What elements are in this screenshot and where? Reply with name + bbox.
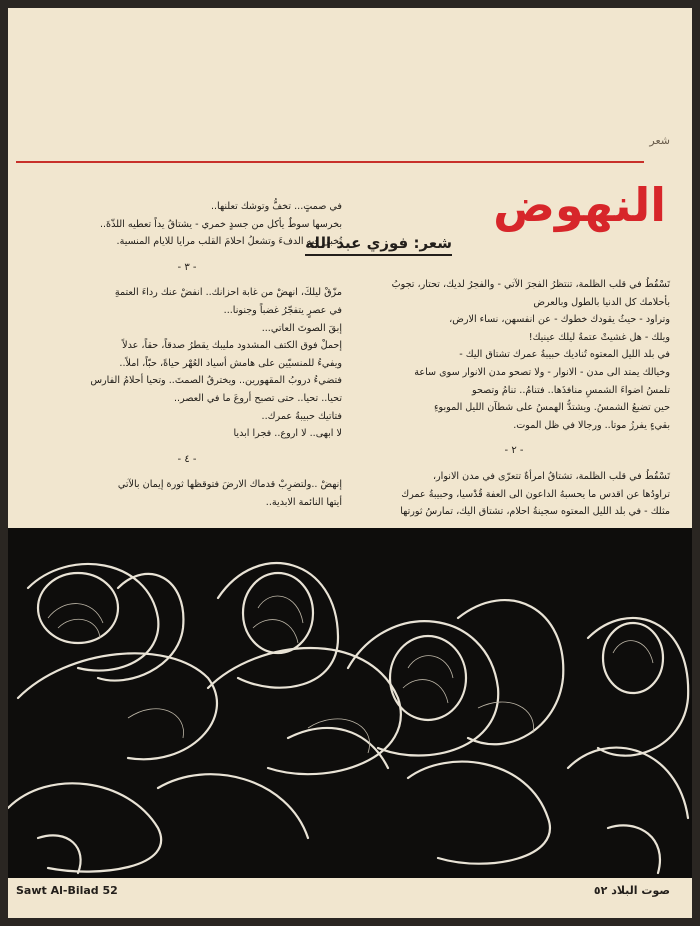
poem-line: تَسْقُطُ في قلب الظلمة، تنتظرُ الفجرَ الآتي - والفجرُ لديك، تحتار، تجوبُ [391, 279, 670, 290]
poem-line: مثلك - في بلد الليل المعتوه سجينةُ احلام، تشتاق اليك، تمارسُ ثورتها [400, 506, 670, 518]
section-label: شعر [649, 134, 670, 147]
poem-line: تُخبي فيه الدفءَ وتشعلُ احلامَ القلب مرايا للايام المنسية. [116, 236, 342, 248]
poem-title: النهوض [493, 178, 666, 232]
poem-line: إنهضْ ..ولتضرِبْ قدماك الارضَ فتوقظها ثورة إيمان بالآتي [117, 479, 342, 491]
poem-line: بخرسها سوطٌ يأكل من جسدٍ خمري - يشتاقُ يداً تعطيه اللذّةَ.. [99, 218, 342, 230]
poem-line: وتراود - حيثُ يقودك خطوك - عن انفسهن، نساء الارض، [449, 314, 670, 326]
section-number-3: - ٣ - [177, 261, 197, 273]
poem-line: تلمسُ اضواءَ الشمسِ منافذَها.. فتنامُ.. تنامُ وتصحو [472, 384, 670, 396]
poem-line: في عصرٍ يتفجّرُ غضباً وجنونا... [223, 304, 342, 316]
illustration [8, 528, 692, 878]
poem-line: في صمتٍ... تخفُّ وتوشك تعلنها.. [210, 201, 342, 212]
poem-line: بأحلامك كل الدنيا بالطول وبالعرض [533, 296, 670, 308]
poem-author: شعر: فوزي عبد الله [305, 234, 452, 256]
poem-line: تراودُها عن اقدس ما يحسبهُ الداعون الى العفة قُدْسيا، وحبيبةُ عمرك [401, 488, 670, 500]
poem-line: حين تضيعُ الشمسُ. ويشتدُّ الهمسُ على شطآن الليل الموبوءِ [434, 402, 670, 414]
poem-line: إحملْ فوق الكتف المشدود مليبك يقطرُ صدقاً، حقاً، عدلاً [122, 340, 342, 352]
page-footer [8, 878, 692, 918]
poem-line: إبقَ الصوتَ العاتي... [261, 322, 342, 334]
section-number-2: - ٢ - [504, 445, 524, 457]
footer-magazine-name-arabic: صوت البلاد ٥٢ [593, 884, 670, 897]
poem-line: ويفيءُ للمنسيّين على هامش أسياد العُهْر حياةً، حبّاً، املاً.. [119, 357, 342, 369]
poem-line: في بلد الليل المعتوه تُناديك حبيبةُ عمرك تشتاق اليك - [459, 349, 670, 361]
poem-line: تَسْقُطُ في قلب الظلمة، تشتاقُ امرأةٌ تتعرّى في مدن الانوار، [432, 470, 670, 482]
poem-line: لا ابهى.. لا اروع.. فجرا ابديا [233, 428, 342, 440]
right-column [358, 276, 670, 521]
poem-line: فتاتيك حبيبةُ عمرك.. [261, 410, 342, 422]
section-number-4: - ٤ - [177, 453, 197, 465]
poem-line: تحيا.. تحيا.. حتى تصبح أروعَ ما في العصر.. [173, 392, 342, 404]
header-rule [16, 161, 644, 163]
left-column [32, 198, 342, 512]
poem-line: مزّقْ ليلكَ، انهضْ من غابة احزانك.. انفضْ عنك رداءَ العتمةِ [114, 287, 342, 299]
magazine-page [8, 8, 692, 918]
poem-line: ويلك - هل غشيتْ عتمةُ ليلك عينيك! [528, 331, 670, 343]
footer-magazine-name: Sawt Al-Bilad 52 [16, 884, 118, 897]
illustration-drawing [8, 528, 692, 878]
poem-line: فتضيءُ دروبُ المقهورين.. ويخترقُ الصمتَ.. وتحيا أحلامُ الفارس [90, 375, 342, 387]
poem-line: أيتها النائمة الابدية.. [265, 496, 342, 508]
poem-line: بقيءٍ يفرزُ موتا.. ورجالا في ظل الموت. [513, 419, 670, 431]
poem-line: وخيالك يمتد الى مدن - الانوار - ولا تصحو مدن الانوار سوى ساعة [414, 366, 670, 378]
